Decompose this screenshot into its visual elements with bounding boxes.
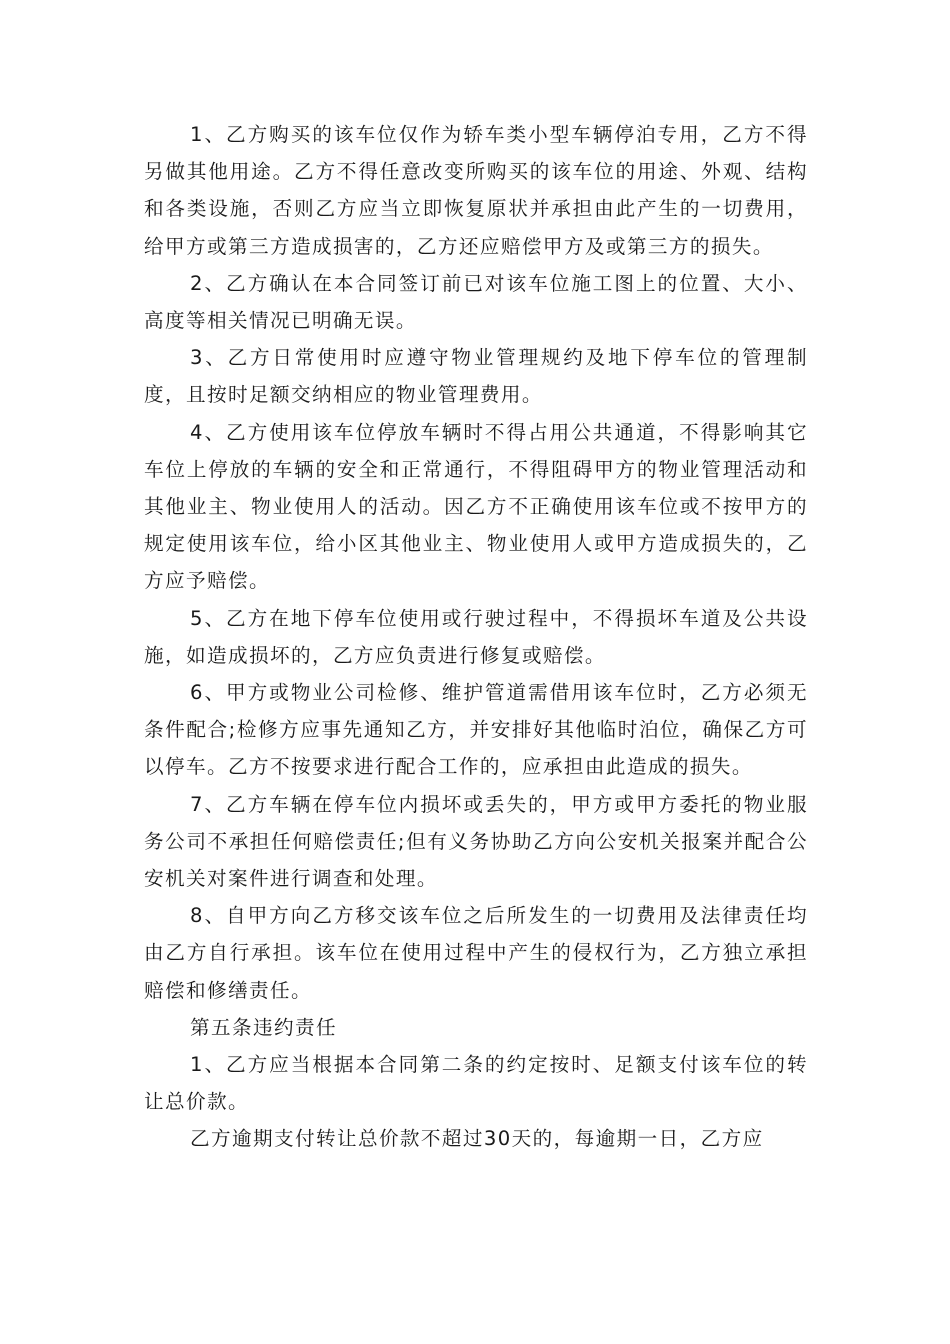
clause-2: 2、乙方确认在本合同签订前已对该车位施工图上的位置、大小、高度等相关情况已明确无误。: [144, 271, 808, 333]
clause-6: 6、甲方或物业公司检修、维护管道需借用该车位时，乙方必须无条件配合;检修方应事先通知乙方，并安排好其他临时泊位，确保乙方可以停车。乙方不按要求进行配合工作的，应承担由此造成的损失。: [144, 681, 808, 779]
breach-clause-1-detail: 乙方逾期支付转让总价款不超过30天的，每逾期一日，乙方应: [190, 1127, 764, 1151]
clause-4: 4、乙方使用该车位停放车辆时不得占用公共通道，不得影响其它车位上停放的车辆的安全和正常通行，不得阻碍甲方的物业管理活动和其他业主、物业使用人的活动。因乙方不正确使用该车位或不按甲方的规定使用该车位，给小区其他业主、物业使用人或甲方造成损失的，乙方应予赔偿。: [144, 420, 808, 593]
clause-5: 5、乙方在地下停车位使用或行驶过程中，不得损坏车道及公共设施，如造成损坏的，乙方应负责进行修复或赔偿。: [144, 606, 808, 667]
section-heading-article-5: 第五条违约责任: [190, 1015, 337, 1039]
breach-clause-1: 1、乙方应当根据本合同第二条的约定按时、足额支付该车位的转让总价款。: [144, 1053, 808, 1114]
clause-8: 8、自甲方向乙方移交该车位之后所发生的一切费用及法律责任均由乙方自行承担。该车位在使用过程中产生的侵权行为，乙方独立承担赔偿和修缮责任。: [144, 904, 808, 1002]
clause-7: 7、乙方车辆在停车位内损坏或丢失的，甲方或甲方委托的物业服务公司不承担任何赔偿责任;但有义务协助乙方向公安机关报案并配合公安机关对案件进行调查和处理。: [144, 792, 808, 891]
clause-1: 1、乙方购买的该车位仅作为轿车类小型车辆停泊专用，乙方不得另做其他用途。乙方不得任意改变所购买的该车位的用途、外观、结构和各类设施，否则乙方应当立即恢复原状并承担由此产生的一切费用，给甲方或第三方造成损害的，乙方还应赔偿甲方及或第三方的损失。: [144, 123, 808, 258]
contract-body: [144, 116, 808, 1158]
clause-3: 3、乙方日常使用时应遵守物业管理规约及地下停车位的管理制度，且按时足额交纳相应的物业管理费用。: [144, 346, 808, 407]
